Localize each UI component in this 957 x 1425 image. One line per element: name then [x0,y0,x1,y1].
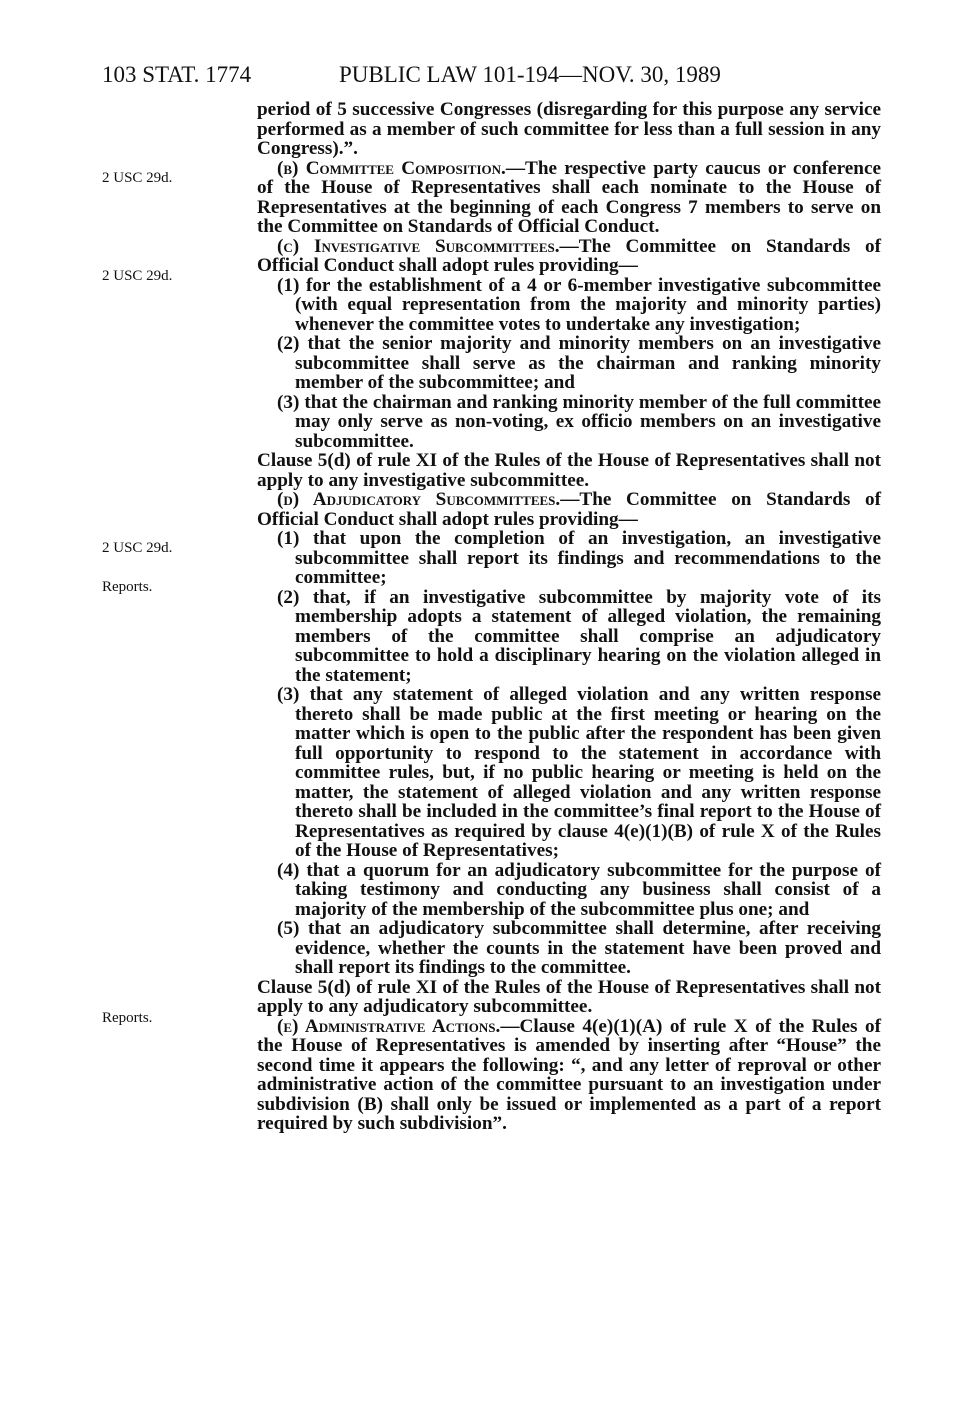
subsection-d-heading: (d) Adjudicatory Subcommittees. [277,489,561,510]
margin-note-usc-d: 2 USC 29d. [102,540,173,556]
statute-body [257,100,881,1134]
subsection-d-item-2: (2) that, if an investigative subcommittee by majority vote of its membership adopts a statement of alleged violation, the remaining members of the committee shall comprise an adjudicatory subcommittee to hold a disciplinary hearing on the violation alleged in the statement; [277,586,881,686]
law-title-date: PUBLIC LAW 101-194—NOV. 30, 1989 [339,62,721,87]
subsection-d-clause: Clause 5(d) of rule XI of the Rules of the House of Representatives shall not apply to any adjudicatory subcommittee. [257,976,881,1017]
subsection-c-clause: Clause 5(d) of rule XI of the Rules of the House of Representatives shall not apply to any investigative subcommittee. [257,450,881,491]
subsection-d-item-1: (1) that upon the completion of an investigation, an investigative subcommittee shall report its findings and recommendations to the committee; [277,528,881,588]
subsection-c-heading: (c) Investigative Subcommittees. [277,235,560,257]
stat-page-number: 103 STAT. 1774 [102,62,252,87]
subsection-e-heading: (e) Administrative Actions. [277,1015,501,1037]
continuation-paragraph: period of 5 successive Congresses (disregarding for this purpose any service performed as a member of such committee for less than a full session in any Congress).”. [257,99,881,159]
subsection-c-text: —The Committee on Standards of Official Conduct shall adopt rules providing— [257,235,881,276]
subsection-c-item-3: (3) that the chairman and ranking minority member of the full committee may only serve as non-voting, ex officio members on an investigative subcommittee. [277,391,881,452]
margin-note-usc-b: 2 USC 29d. [102,170,173,186]
subsection-d-item-4: (4) that a quorum for an adjudicatory subcommittee for the purpose of taking testimony and conducting any business shall consist of a majority of the membership of the subcommittee plus one; and [277,859,881,920]
page-header [102,60,902,94]
margin-note-usc-c: 2 USC 29d. [102,268,173,284]
subsection-e-text: —Clause 4(e)(1)(A) of rule X of the Rules of the House of Representatives is amended by inserting after “House” the second time it appears the following: “, and any letter of reproval or other administrative action of the committee pursuant to an investigation under subdivision (B) shall only be issued or implemented as a part of a report required by such subdivision”. [257,1015,881,1134]
subsection-d-item-5: (5) that an adjudicatory subcommittee shall determine, after receiving evidence, whether the counts in the statement have been proved and shall report its findings to the committee. [277,918,881,978]
subsection-c-item-2: (2) that the senior majority and minority members on an investigative subcommittee shall serve as the chairman and ranking minority member of the subcommittee; and [277,333,881,393]
subsection-b [257,159,881,237]
subsection-b-text: —The respective party caucus or conference of the House of Representatives shall each nominate to the House of Representatives at the beginning of each Congress 7 members to serve on the Committee on Standards of Official Conduct. [257,157,882,237]
subsection-e [257,1017,881,1134]
margin-note-reports-1: Reports. [102,579,153,595]
subsection-d-item-3: (3) that any statement of alleged violation and any written response thereto shall be made public at the first meeting or hearing on the matter which is open to the public after the respondent has been given full opportunity to respond to the statement in accordance with committee rules, but, if no public hearing or meeting is held on the matter, the statement of alleged violation and any written response thereto shall be included in the committee’s final report to the House of Representatives as required by clause 4(e)(1)(B) of rule X of the Rules of the House of Representatives; [277,684,881,861]
subsection-c [257,237,881,276]
subsection-d-text: —The Committee on Standards of Official Conduct shall adopt rules providing— [257,489,881,530]
subsection-d [257,490,881,529]
subsection-b-heading: (b) Committee Composition. [277,157,506,179]
subsection-c-item-1: (1) for the establishment of a 4 or 6-member investigative subcommittee (with equal representation from the majority and minority parties) whenever the committee votes to undertake any investigation; [277,274,881,335]
margin-note-reports-2: Reports. [102,1010,153,1026]
